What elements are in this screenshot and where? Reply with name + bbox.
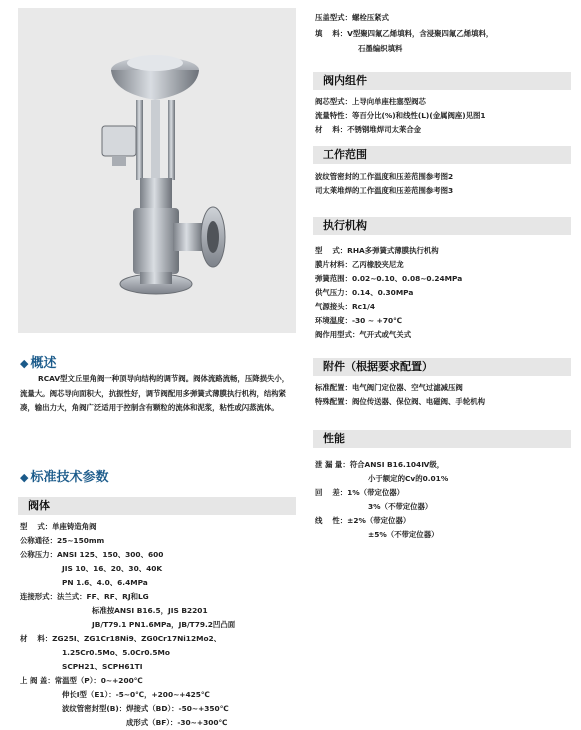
spec-line: 标准按ANSI B16.5，JIS B2201 [92, 606, 208, 615]
spec-line: 成形式（BF）：-30~+300℃ [126, 718, 228, 727]
spec-line: 材 料：ZG25I、ZG1Cr18Ni9、ZG0Cr17Ni12Mo2、 [20, 634, 222, 643]
spec-line: 连接形式：法兰式：FF、RF、RJ和LG [20, 592, 149, 601]
spec-line: 压盖型式：螺栓压紧式 [315, 13, 389, 22]
product-photo [18, 8, 296, 333]
spec-line: 石墨编织填料 [358, 44, 403, 53]
spec-line: 小于额定的Cv的0.01% [368, 474, 449, 483]
spec-line: 标准配置：电气阀门定位器、空气过滤减压阀 [315, 383, 463, 392]
spec-line: 公称压力：ANSI 125、150、300、600 [20, 550, 164, 559]
spec-line: 气源接头：Rc1/4 [315, 302, 376, 311]
spec-line: 1.25Cr0.5Mo、5.0Cr0.5Mo [62, 648, 170, 657]
working-range-band: 工作范围 [313, 146, 571, 164]
overview-heading: ◆ 概述 [20, 356, 57, 371]
valve-illustration [18, 8, 296, 333]
spec-line: ±5%（不带定位器） [368, 530, 439, 539]
spec-line: 阀作用型式：气开式或气关式 [315, 330, 412, 339]
spec-line: 上 阀 盖：常温型（P）：0~+200℃ [20, 676, 143, 685]
spec-line: 波纹管密封的工作温度和压差范围参考图2 [315, 172, 454, 181]
spec-line: 波纹管密封型(B)：焊接式（BD）：-50~+350℃ [62, 704, 229, 713]
spec-line: JIS 10、16、20、30、40K [62, 564, 163, 573]
spec-line: 弹簧范围：0.02~0.10、0.08~0.24MPa [315, 274, 463, 283]
diamond-icon: ◆ [20, 471, 29, 484]
actuator-band: 执行机构 [313, 217, 571, 235]
spec-line: 司太莱堆焊的工作温度和压差范围参考图3 [315, 186, 454, 195]
overview-text: RCAV型文丘里角阀一种顶导向结构的调节阀。阀体流路流畅，压降损失小，流量大。阀芯导向面积大，抗振性好，调节阀配用多弹簧式薄膜执行机构，结构紧凑，输出力大，角阀广泛适用于控制含有颗粒的流体和泥浆，粘性或闪蒸流体。 [20, 374, 290, 413]
spec-line: 型 式：单座铸造角阀 [20, 522, 97, 531]
diamond-icon: ◆ [20, 357, 29, 370]
spec-line: 流量特性：等百分比(%)和线性(L)(金属阀座)见图1 [315, 111, 486, 120]
spec-line: SCPH21、SCPH61TI [62, 662, 143, 671]
specs-heading: ◆ 标准技术参数 [20, 470, 109, 485]
spec-line: 回 差：1%（带定位器） [315, 488, 405, 497]
accessory-band: 附件（根据要求配置） [313, 358, 571, 376]
valve-body-band: 阀体 [18, 497, 296, 515]
spec-line: 阀芯型式：上导向单座柱塞型阀芯 [315, 97, 426, 106]
spec-line: 材 料：不锈钢堆焊司太莱合金 [315, 125, 422, 134]
spec-line: 线 性：±2%（带定位器） [315, 516, 411, 525]
spec-line: 环境温度：-30 ~ +70℃ [315, 316, 403, 325]
spec-line: 供气压力：0.14、0.30MPa [315, 288, 414, 297]
spec-line: JB/T79.1 PN1.6MPa，JB/T79.2凹凸面 [92, 620, 236, 629]
spec-line: 膜片材料：乙丙橡胶夹尼龙 [315, 260, 404, 269]
spec-line: 伸长Ⅰ型（E1）：-5~0℃，+200~+425℃ [62, 690, 210, 699]
spec-line: 特殊配置：阀位传送器、保位阀、电磁阀、手轮机构 [315, 397, 485, 406]
spec-line: 公称通径：25~150mm [20, 536, 105, 545]
spec-line: 3%（不带定位器） [368, 502, 433, 511]
spec-line: 泄 漏 量：符合ANSI B16.104Ⅳ级， [315, 460, 445, 469]
spec-line: 型 式：RHA多弹簧式薄膜执行机构 [315, 246, 439, 255]
performance-band: 性能 [313, 430, 571, 448]
spec-line: PN 1.6、4.0、6.4MPa [62, 578, 148, 587]
inner-parts-band: 阀内组件 [313, 72, 571, 90]
spec-line: 填 料：V型聚四氟乙烯填料，含浸聚四氟乙烯填料， [315, 29, 494, 38]
